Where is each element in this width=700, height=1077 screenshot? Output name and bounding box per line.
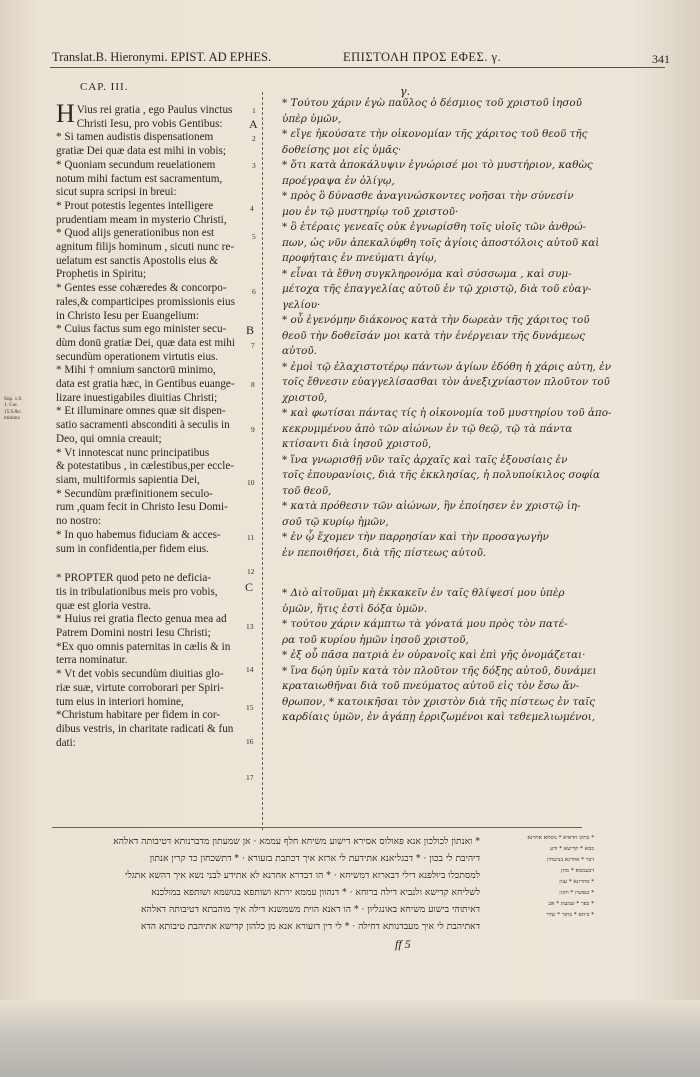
latin-line: secundùm operationem virtutis eius.: [56, 350, 219, 363]
latin-line: tis in tribulationibus meis pro vobis,: [56, 585, 218, 598]
greek-line: ἐν πεποιθήσει, διὰ τῆς πίστεως αὐτοῦ.: [282, 546, 487, 559]
greek-line: * ἐν ᾧ ἔχομεν τὴν παρρησίαν καὶ τὴν προσαγωγὴν: [282, 531, 549, 543]
verse-number: 12: [247, 567, 255, 576]
greek-line: * εἴγε ἠκούσατε τὴν οἰκονομίαν τῆς χάριτος τοῦ θεοῦ τῆς: [282, 128, 588, 140]
latin-line: uelatum est sanctis Apostolis eius &: [56, 254, 218, 267]
verse-number: 9: [251, 425, 255, 434]
printer-signature-mark: ff 5: [395, 937, 411, 951]
greek-line: μου ἐν τῷ μυστηρίῳ τοῦ χριστοῦ·: [282, 205, 459, 218]
latin-line: * Et illuminare omnes quæ sit dispen-: [56, 405, 226, 418]
greek-line: ὑπὲρ ὑμῶν,: [282, 112, 342, 125]
latin-line: *Ex quo omnis paternitas in cælis & in: [56, 640, 231, 653]
latin-line: Christi Iesu, pro vobis Gentibus:: [76, 117, 223, 130]
verse-number: 5: [252, 232, 256, 241]
hebrew-note: * מחרונא * ענין: [559, 879, 594, 885]
hebrew-note: * ביתא * בתוך * שדר: [546, 912, 594, 918]
hebrew-note: דבעממא * מחן: [561, 868, 594, 874]
hebrew-line: דאתיהבת לי איך מעבדנותא דחילה · * לי דין דזעורא אנא מן כלהון קדישא אתיהבת טיבותא הדא: [140, 921, 480, 932]
hebrew-separator-rule: [52, 827, 582, 828]
latin-line: dùm donū gratiæ Dei, quæ data est mihi: [56, 336, 235, 349]
greek-line: * ἐμοὶ τῷ ἐλαχιστοτέρῳ πάντων ἁγίων ἐδόθη ἡ χάρις αὐτη, ἐν: [282, 360, 612, 373]
latin-line: agnitum filijs hominum , sicuti nunc re-: [56, 241, 235, 254]
latin-line: riæ suæ, virtute corroborari per Spiri-: [56, 681, 224, 694]
latin-line: siam, multiformis sapientia Dei,: [56, 473, 200, 486]
greek-line: * κατὰ πρόθεσιν τῶν αἰώνων, ἣν ἐποίησεν ἐν χριστῷ ἰη-: [282, 500, 581, 512]
greek-line: * πρὸς ὃ δύνασθε ἀναγινώσκοντες νοῆσαι τὴν σύνεσίν: [282, 190, 574, 202]
verse-number: 16: [246, 737, 254, 746]
latin-line: * Prout potestis legentes intelligere: [56, 199, 214, 212]
latin-line: Prophetis in Spiritu;: [56, 268, 147, 281]
hebrew-note: * כפר * שמעת * אב: [548, 901, 594, 907]
latin-line: rum ,quam fecit in Christo Iesu Domi-: [56, 501, 228, 514]
greek-line: προέγραψα ἐν ὀλίγῳ,: [282, 174, 395, 187]
hebrew-note: כמא * קדישא * ודע: [550, 846, 594, 852]
greek-line: * ἐξ οὗ πᾶσα πατριὰ ἐν οὐρανοῖς καὶ ἐπὶ γῆς ὀνομάζεται·: [282, 649, 586, 661]
greek-line: * εἶναι τὰ ἔθνη συγκληρονόμα καὶ σύσσωμα , καὶ συμ-: [282, 267, 572, 280]
hebrew-note: * כתיב חדאיא * נוסחא אחרנא: [527, 835, 594, 841]
verse-number: 2: [252, 134, 256, 143]
latin-column: [56, 81, 256, 750]
latin-line: * Quoniam secundum reuelationem: [56, 158, 216, 171]
header-greek-title: ΕΠΙΣΤΟΛΗ ΠΡΟΣ ΕΦΕΣ. γ.: [343, 50, 502, 64]
latin-line: lizare inuestigabiles diuitias Christi;: [56, 391, 218, 404]
verse-number: 6: [252, 287, 256, 296]
hebrew-line: דאיתוהי בישוע משיחא באונגליון · * הו דאנא הוית משמשנא דילה איך מוהבתא דטיבותה דאלהא: [141, 904, 480, 915]
latin-line: *Christum habitare per fidem in cor-: [56, 709, 221, 722]
greek-line: σοῦ τῷ κυρίῳ ἡμῶν,: [282, 515, 389, 528]
greek-line: * τούτου χάριν κάμπτω τὰ γόνατά μου πρὸς τὸν πατέ-: [282, 618, 568, 630]
latin-line: Patrem Domini nostri Iesu Christi;: [56, 627, 211, 640]
latin-dropcap: H: [56, 99, 75, 128]
verse-number: 17: [246, 773, 254, 782]
latin-line: quæ est gloria vestra.: [56, 599, 152, 612]
latin-line: notum mihi factum est sacramentum,: [56, 172, 223, 185]
latin-line: in Christo Iesu per Euangelium:: [56, 309, 199, 322]
latin-line: dibus vestris, in charitate radicati & fun: [56, 722, 234, 735]
latin-line: * Cuius factus sum ego minister secu-: [56, 323, 227, 336]
greek-line: ρα τοῦ κυρίου ἡμῶν ἰησοῦ χριστοῦ,: [282, 633, 469, 646]
latin-line: prudentiam meam in mysterio Christi,: [56, 213, 227, 226]
greek-line: γελίου·: [282, 298, 321, 311]
latin-line: data est gratia hæc, in Gentibus euange-: [56, 378, 235, 391]
greek-line: τοῖς ἔθνεσιν εὐαγγελίσασθαι τὸν ἀνεξιχνίαστον πλοῦτον τοῦ: [282, 376, 610, 388]
latin-line: * In quo habemus fiduciam & acces-: [56, 528, 221, 541]
greek-line: θεοῦ τὴν δοθεῖσάν μοι κατὰ τὴν ἐνέργειαν τῆς δυνάμεως: [282, 329, 586, 342]
greek-line: ὑμῶν, ἥτις ἐστὶ δόξα ὑμῶν.: [282, 602, 428, 615]
greek-line: * ἵνα δῴη ὑμῖν κατὰ τὸν πλοῦτον τῆς δόξης αὐτοῦ, δυνάμει: [282, 664, 597, 677]
verse-number: 3: [252, 161, 256, 170]
header-rule: [50, 67, 665, 68]
verse-number: 15: [246, 703, 254, 712]
section-letter-b: B: [246, 323, 255, 337]
greek-line: * οὗ ἐγενόμην διάκονος κατὰ τὴν δωρεὰν τῆς χάριτος τοῦ: [282, 314, 590, 326]
verse-number: 13: [246, 622, 254, 631]
greek-line: τοῦ θεοῦ,: [282, 484, 332, 497]
margin-note-line: 1. Cor.: [4, 402, 18, 409]
margin-note-line: Sup. 1.6.: [4, 396, 23, 402]
greek-line: θρωπον, * κατοικῆσαι τὸν χριστὸν διὰ τῆς πίστεως ἐν ταῖς: [282, 695, 596, 708]
greek-line: τοῖς ἐπουρανίοις, διὰ τῆς ἐκκλησίας, ἡ πολυποίκιλος σοφία: [282, 469, 601, 481]
latin-line: & potestatibus , in cælestibus,per eccle-: [56, 460, 235, 473]
hebrew-text-block: [50, 833, 480, 935]
latin-line: rales,& comparticipes promissionis eius: [56, 295, 235, 308]
verse-number: 7: [251, 341, 255, 350]
latin-line: gratiæ Dei quæ data est mihi in vobis;: [56, 145, 226, 158]
latin-chapter-heading: CAP. III.: [80, 81, 129, 93]
latin-line: * Vt innotescat nunc principatibus: [56, 446, 210, 459]
page-number: 341: [652, 52, 670, 66]
greek-line: * καὶ φωτίσαι πάντας τίς ἡ οἰκονομία τοῦ μυστηρίου τοῦ ἀπο-: [282, 407, 612, 419]
greek-line: * ὅτι κατὰ ἀποκάλυψιν ἐγνώρισέ μοι τὸ μυστήριον, καθὼς: [282, 159, 593, 171]
latin-line: no nostro:: [56, 515, 102, 528]
margin-note-line: minima: [4, 414, 20, 421]
latin-line: Deo, qui omnia creauit;: [56, 432, 162, 445]
greek-line: κτίσαντι διὰ ἰησοῦ χριστοῦ,: [282, 438, 432, 450]
verse-number: 10: [247, 478, 255, 487]
hebrew-line: למסתכלו ביוּלפנא דילי דבארזא דמשיחא · * הו דבדרא אחרנא לא אתידע לבני נשא איך דהשא אתגלי: [125, 870, 480, 881]
verse-number: 8: [251, 380, 255, 389]
greek-line: καρδίαις ὑμῶν, ἐν ἀγάπῃ ἐρριζωμένοι καὶ τεθεμελιωμένοι,: [282, 711, 596, 723]
greek-line: μέτοχα τῆς ἐπαγγελίας αὐτοῦ ἐν τῷ χριστῷ, διὰ τοῦ εὐαγ-: [282, 283, 592, 295]
greek-line: προφήταις ἐν πνεύματι ἁγίῳ,: [282, 252, 437, 264]
verse-number: 11: [247, 533, 255, 542]
latin-line: sum in confidentia,per fidem eius.: [56, 542, 209, 555]
latin-line: tum eius in interiori homine,: [56, 695, 184, 708]
greek-chapter-heading: γ.: [400, 85, 411, 98]
greek-line: πων, ὡς νῦν ἀπεκαλύφθη τοῖς ἁγίοις ἀποστόλοις αὐτοῦ καὶ: [282, 236, 600, 249]
verse-number: 1: [252, 106, 256, 115]
latin-line: satio sacramenti absconditi à seculis in: [56, 419, 230, 432]
latin-line: sicut supra scripsi in breui:: [56, 186, 177, 199]
greek-column: [282, 85, 612, 726]
latin-line: * Quod alijs generationibus non est: [56, 227, 215, 240]
latin-line: dati:: [56, 736, 76, 749]
greek-line: * ὃ ἑτέραις γενεαῖς οὐκ ἐγνωρίσθη τοῖς υἱοῖς τῶν ἀνθρώ-: [282, 221, 587, 233]
greek-line: κραταιωθῆναι διὰ τοῦ πνεύματος αὐτοῦ εἰς τὸν ἔσω ἄν-: [282, 680, 580, 692]
latin-line: * Mihi † omnium sanctorū minimo,: [56, 364, 216, 377]
greek-line: * Τούτου χάριν ἐγὼ παῦλος ὁ δέσμιος τοῦ χριστοῦ ἰησοῦ: [282, 97, 582, 109]
greek-line: χριστοῦ,: [282, 391, 328, 404]
greek-line: * Διὸ αἰτοῦμαι μὴ ἐκκακεῖν ἐν ταῖς θλίψεσί μου ὑπὲρ: [282, 587, 565, 599]
latin-line: * Gentes esse cohæredes & concorpo-: [56, 282, 227, 295]
page-lower-edge: [0, 1000, 700, 1077]
latin-line: terra nominatur.: [56, 654, 128, 667]
verse-number: 4: [250, 204, 254, 213]
section-letter-a: A: [249, 117, 258, 131]
column-divider: [262, 92, 264, 830]
greek-line: * ἵνα γνωρισθῇ νῦν ταῖς ἀρχαῖς καὶ ταῖς ἐξουσίαις ἐν: [282, 453, 568, 466]
greek-line: αὐτοῦ.: [282, 345, 317, 357]
section-letter-c: C: [245, 580, 254, 594]
latin-line: * Huius rei gratia flecto genua mea ad: [56, 613, 227, 626]
latin-line: * Vt det vobis secundùm diuitias glo-: [56, 668, 224, 681]
latin-line: * PROPTER quod peto ne deficia-: [56, 572, 212, 585]
hebrew-note: דבר * אחרנא בנושחין: [547, 857, 594, 863]
hebrew-line: * ואנתוֹן לכולכון אנא פּאולוס אסירא דישוע משיחא חלף עממא · אן שמעתון מדברנותא דטיבותה דאלהא: [113, 836, 480, 847]
verse-number: 14: [246, 665, 254, 674]
margin-cross-reference: [4, 396, 38, 421]
greek-line: κεκρυμμένου ἀπὸ τῶν αἰώνων ἐν τῷ θεῷ, τῷ τὰ πάντα: [282, 422, 573, 435]
header-latin-title: Translat.B. Hieronymi. EPIST. AD EPHES.: [52, 50, 272, 64]
hebrew-line: לשליחא קדישא ולנביא דילה ברוחא · * דנהוון עממא ירתא ושותפא בגושמא ושותפא במולכנא: [151, 887, 480, 898]
latin-line: * Si tamen audistis dispensationem: [56, 131, 214, 144]
hebrew-note: * כנפשין * וחנין: [559, 890, 594, 896]
hebrew-line: דיהיבת לי בכון · * דבגליאנא אתידעת לי ארזא איך דכתבת בזעורא · * דתשכחון כד קרין אנתון: [149, 853, 480, 864]
margin-note-line: 15.9.&c.: [4, 408, 23, 415]
latin-line: Vius rei gratia , ego Paulus vinctus: [76, 104, 233, 116]
latin-line: * Secundùm præfinitionem seculo-: [56, 487, 213, 500]
greek-line: δοθείσης μοι εἰς ὑμᾶς·: [282, 143, 402, 156]
hebrew-marginal-notes: [494, 833, 594, 921]
